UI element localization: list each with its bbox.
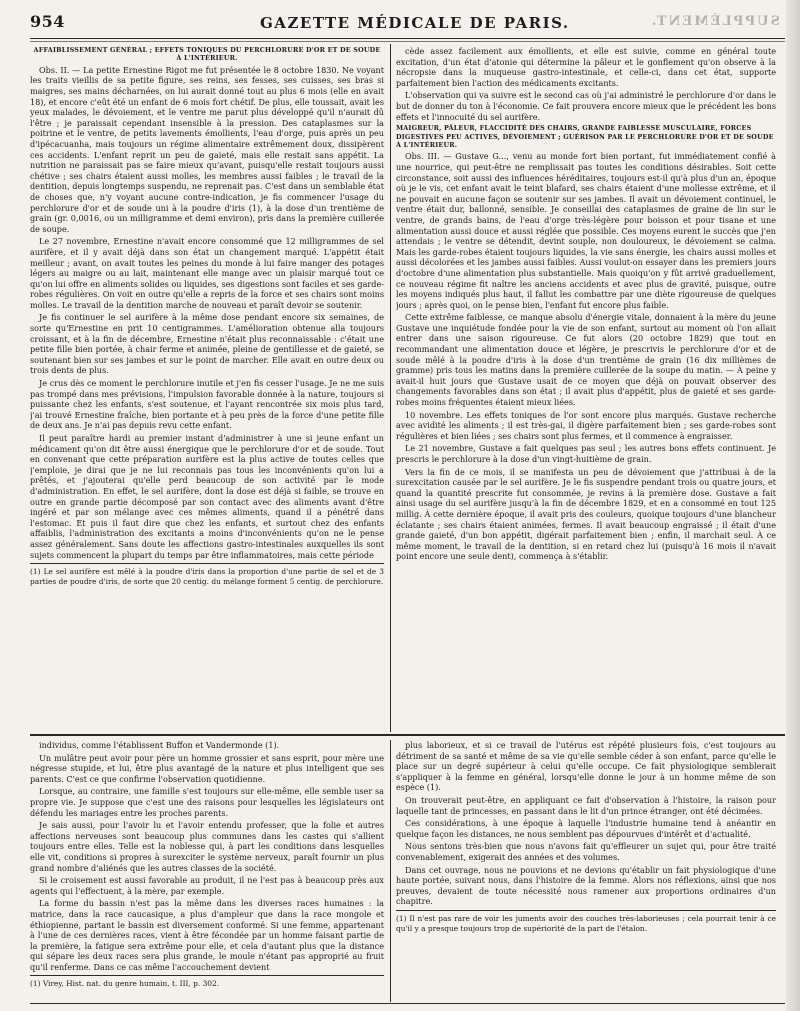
paragraph: Obs. II. — La petite Ernestine Rigot me fut présentée le 8 octobre 1830. Ne voyant les traits vieillis de sa petite figure, ses reins, ses fesses, ses cuisses, ses bras si maigres, ses mains décharnées, on lui aurait donné tout au plus 6 mois (elle en avait 18), et encore c'eût été un enfant de 6 mois fort chétif. De plus, elle toussait, avait les yeux malades, le dévoiement, et le ventre me parut plus développé qu'il n'aurait dû l'être ; je paraissait cependant insensible à la pression. Des cataplasmes sur la poitrine et le ventre, de petits lavements émollients, l'eau d'orge, puis après un peu d'ipécacuanha, mais toujours un régime alimentaire extrêmement doux, dissipèrent ces accidents. L'enfant reprit un peu de gaieté, mais elle restait sans appétit. La nutrition ne paraissait pas se faire mieux qu'avant, puisqu'elle restait toujours aussi chétive ; ses chairs étaient aussi molles, les membres aussi faibles ; le travail de la dentition, depuis longtemps suspendu, ne reprenait pas. C'est dans un semblable état de choses que, n'y voyant aucune contre-indication, je fis commencer l'usage du perchlorure d'or et de soude uni à la poudre d'iris (1), à la dose d'un trentième de grain (gr. 0,0016, ou un milligramme et demi environ), pris dans la première cuillerée de soupe.	[30, 64, 384, 234]
section-divider	[30, 734, 785, 736]
paragraph: cède assez facilement aux émollients, et elle est suivie, comme en général toute excitation, d'un état d'atonie qui détermine la pâleur et le gonflement qu'on observe à la nécropsie dans la muqueuse gastro-intestinale, et celle-ci, dans cet état, supporte parfaitement bien l'action des médicaments excitants.	[396, 46, 776, 88]
paragraph: Le 21 novembre, Gustave a fait quelques pas seul ; les autres bons effets continuent. Je prescris le perchlorure à la dose d'un vingt-huitième de grain.	[396, 443, 776, 464]
page-header	[30, 8, 790, 36]
column-top-right	[396, 46, 776, 730]
column-divider-bottom	[390, 740, 391, 1002]
paragraph: Nous sentons très-bien que nous n'avons fait qu'effleurer un sujet qui, pour être traité convenablement, exigerait des années et des volumes.	[396, 841, 776, 862]
footnote-rule	[30, 563, 384, 564]
paragraph: 10 novembre. Les effets toniques de l'or sont encore plus marqués. Gustave recherche avec avidité les aliments ; il est très-gai, il digère parfaitement bien ; ses garde-robes sont régulières et bien liées ; ses chairs sont plus fermes, et il commence à engraisser.	[396, 409, 776, 441]
paragraph: Je sais aussi, pour l'avoir lu et l'avoir entendu professer, que la folie et autres affections nerveuses sont beaucoup plus communes dans les castes qui s'allient toujours entre elles. Telle est la noblesse qui, à part les conditions dans lesquelles elle vit, conditions si propres à surexciter le système nerveux, paraît fournir un plus grand nombre d'aliénés que les autres classes de la société.	[30, 820, 384, 873]
footer-rule	[30, 1003, 785, 1004]
footnote	[30, 979, 384, 989]
paragraph: Je crus dès ce moment le perchlorure inutile et j'en fis cesser l'usage. Je ne me suis pas trompé dans mes prévisions, l'impulsion favorable donnée à la nature, toujours si puissante chez les enfants, s'est soutenue, et l'ayant rencontrée six mois plus tard, j'ai trouvé Ernestine fraîche, bien portante et à peu près de la force d'une petite fille de deux ans. Je n'ai pas depuis revu cette enfant.	[30, 378, 384, 431]
paragraph: Vers la fin de ce mois, il se manifesta un peu de dévoiement que j'attribuai à de la surexcitation causée par le sel aurifère. Je le fis suspendre pendant trois ou quatre jours, et quand la quantité prescrite fut consommée, je revins à la première dose. Gustave a fait ainsi usage du sel aurifère jusqu'à la fin de décembre 1829, et en a consommé en tout 125 millig. À cette dernière époque, il avait pris des couleurs, quoique toujours d'une blancheur éclatante ; ses chairs étaient animées, fermes. Il avait beaucoup engraissé ; il était d'une grande gaieté, d'un bon appétit, digérait parfaitement bien ; enfin, il marchait seul. À ce même moment, le travail de la dentition, si en retard chez lui (puisqu'à 16 mois il n'avait point encore une seule dent), commença à s'établir.	[396, 466, 776, 562]
column-divider-top	[390, 44, 391, 732]
paragraph: On trouverait peut-être, en appliquant ce fait d'observation à l'histoire, la raison pour laquelle tant de princesses, en passant dans le lit d'un prince étranger, ont été décimées.	[396, 794, 776, 816]
paragraph: Lorsque, au contraire, une famille s'est toujours sur elle-même, elle semble user sa propre vie. Je suppose que c'est une des raisons pour lesquelles les législateurs ont défendu les mariages entre les proches parents.	[30, 786, 384, 818]
journal-title: GAZETTE MÉDICALE DE PARIS.	[260, 14, 570, 32]
section-title: AFFAIBLISSEMENT GÉNÉRAL ; EFFETS TONIQUES DU PERCHLORURE D'OR ET DE SOUDE À L'INTÉRIEUR.	[33, 46, 381, 63]
paragraph: Un mulâtre peut avoir pour père un homme grossier et sans esprit, pour mère une négresse stupide, et lui, être plus avantagé de la nature et plus intelligent que ses parents. C'est ce que confirme l'observation quotidienne.	[30, 752, 384, 784]
footnote-rule	[30, 975, 384, 976]
footnote	[30, 567, 384, 586]
header-rule	[30, 38, 785, 39]
paragraph: Obs. III. — Gustave G..., venu au monde fort bien portant, fut immédiatement confié à une nourrice, qui peut-être ne remplissait pas toutes les conditions désirables. Soit cette circonstance, soit aussi des influences héréditaires, toujours est-il qu'à plus d'un an, époque où je le vis, cet enfant avait le teint blafard, ses chairs étaient d'une mollesse extrême, et il ne pouvait en aucune façon se soutenir sur ses jambes. Il avait un dévoiement continuel, le ventre était dur, ballonné, sensible. Je conseillai des cataplasmes de graine de lin sur le ventre, de grands bains, de l'eau d'orge très-légère pour boisson et pour tisane et une alimentation aussi douce et aussi réglée que possible. Ces moyens eurent le succès que j'en attendais ; le ventre se détendit, devint souple, non douloureux, le dévoiement se calma. Mais les garde-robes étaient toujours liquides, la vie sans énergie, les chairs aussi molles et aussi décolorées et les jambes aussi faibles. Aussi voulut-on essayer dans les premiers jours d'octobre d'une alimentation plus substantielle. Mais quoiqu'on y fût arrivé graduellement, ce nouveau régime fit naître les anciens accidents et avec plus de gravité, puisque, outre les moyens indiqués plus haut, il fallut les combattre par une diète rigoureuse de quelques jours ; après quoi, on le pense bien, l'enfant fut encore plus faible.	[396, 151, 776, 310]
column-top-left	[30, 46, 384, 730]
paragraph: La forme du bassin n'est pas la même dans les diverses races humaines : la matrice, dans la race caucasique, a plus d'ampleur que dans la race mongole et éthiopienne, partant le bassin est diversement conformé. Si une femme, appartenant à l'une de ces dernières races, vient à être fécondée par un homme faisant partie de la première, la fatigue sera extrême pour elle, et cela d'autant plus que la distance qui sépare les deux races sera plus grande, le moule n'étant pas approprié au fruit qu'il renferme. Dans ce cas même l'accouchement devient	[30, 898, 384, 972]
paragraph: Il peut paraître hardi au premier instant d'administrer à une si jeune enfant un médicament qu'on dit être aussi énergique que le perchlorure d'or et de soude. Tout en convenant que cette préparation aurifère est la plus active de toutes celles que j'emploie, je dirai que je ne lui reconnais pas tous les inconvénients qu'on lui a prêtés, et j'ajouterai qu'elle perd beaucoup de son activité par le mode d'administration. En effet, le sel aurifère, dont la dose est déjà si faible, se trouve en outre en grande partie décomposé par son contact avec des aliments avant d'être ingéré et par son mélange avec ces mêmes aliments, quand il a pénétré dans l'estomac. Et puis il faut dire que chez les enfants, et surtout chez des enfants affaiblis, l'administration des excitants a moins d'inconvénients qu'on ne le pense assez généralement. Sans doute les affections gastro-intestinales auxquelles ils sont sujets commencent la plupart du temps par être inflammatoires, mais cette période	[30, 433, 384, 560]
footnote	[396, 914, 776, 933]
paragraph: Le 27 novembre, Ernestine n'avait encore consommé que 12 milligrammes de sel aurifère, et il y avait déjà dans son état un changement marqué. L'appétit était meilleur ; avant, on avait toutes les peines du monde à lui faire manger des potages légers au maigre ou au lait, maintenant elle mange avec un plaisir marqué tout ce qu'on lui offre en aliments solides ou liquides, ses digestions sont faciles et ses garde-robes régulières. On voit en outre qu'elle a repris de la force et ses chairs sont moins molles. Le travail de la dentition marche de nouveau et paraît devoir se soutenir.	[30, 236, 384, 310]
page-number: 954	[30, 12, 65, 31]
paragraph: plus laborieux, et si ce travail de l'utérus est répété plusieurs fois, c'est toujours au détriment de sa santé et même de sa vie qu'elle semble céder à son enfant, parce qu'elle le place sur un degré supérieur à celui qu'elle occupe. Ce fait physiologique semblerait s'appliquer à la femme en général, lorsqu'elle donne le jour à un homme même de son espèce (1).	[396, 740, 776, 793]
column-bottom-left	[30, 740, 384, 1000]
footnote-text: (1) Virey, Hist. nat. du genre humain, t. III, p. 302.	[30, 979, 220, 989]
section-title: MAIGREUR, PÂLEUR, FLACCIDITÉ DES CHAIRS, GRANDE FAIBLESSE MUSCULAIRE, FORCES DIGESTIVES PEU ACTIVES, DÉVOIEMENT ; GUÉRISON PAR LE PERCHLORURE D'OR ET DE SOUDE À L'INTÉRIEUR.	[396, 124, 774, 149]
page-edge-shadow	[786, 0, 800, 1011]
paragraph: Dans cet ouvrage, nous ne pouvions et ne devions qu'établir un fait physiologique d'une haute portée, suivant nous, dans l'histoire de la femme. Alors nos réflexions, ainsi que nos preuves, devaient de toute nécessité nous ramener aux proportions ordinaires d'un chapitre.	[396, 864, 776, 907]
header-rule-thin	[30, 41, 785, 42]
footnote-text: (1) Le sel aurifère est mêlé à la poudre d'iris dans la proportion d'une partie de sel et de 3 parties de poudre d'iris, de sorte que 20 centig. du mélange forment 5 centig. de perchlorure.	[30, 567, 384, 586]
footnote-rule	[396, 910, 776, 911]
paragraph: Ces considérations, à une époque à laquelle l'industrie humaine tend à anéantir en quelque façon les distances, ne nous semblent pas dépourvues d'intérêt et d'actualité.	[396, 818, 776, 839]
paragraph: Je fis continuer le sel aurifère à la même dose pendant encore six semaines, de sorte qu'Ernestine en prit 10 centigrammes. L'amélioration obtenue alla toujours croissant, et à la fin de décembre, Ernestine n'était plus reconnaissable : c'était une petite fille bien portée, à chair ferme et animée, pleine de gentillesse et de gaieté, se soutenant bien sur ses jambes et sur le point de marcher. Elle avait en outre deux ou trois dents de plus.	[30, 312, 384, 376]
bleed-through-text: SUPPLÉMENT.	[649, 14, 780, 29]
paragraph: L'observation qui va suivre est le second cas où j'ai administré le perchlorure d'or dans le but de donner du ton à l'économie. Ce fait prouvera encore mieux que le précédent les bons effets et l'innocuité du sel aurifère.	[396, 90, 776, 122]
paragraph: individus, comme l'établissent Buffon et Vandermonde (1).	[39, 740, 280, 750]
column-bottom-right	[396, 740, 776, 1000]
paragraph: Cette extrême faiblesse, ce manque absolu d'énergie vitale, donnaient à la mère du jeune Gustave une inquiétude fondée pour la vie de son enfant, surtout au moment où l'on allait entrer dans une saison rigoureuse. Ce fut alors (20 octobre 1829) que tout en recommandant une alimentation douce et légère, je prescrivis le perchlorure d'or et de soude mêlé à la poudre d'iris à la dose d'un trentième de grain (16 dix millièmes de gramme) pris tous les matins dans la première cuillerée de la soupe du matin. — À peine y avait-il huit jours que Gustave usait de ce moyen que déjà on pouvait observer des changements favorables dans son état ; il avait plus d'appétit, plus de gaieté et ses garde-robes moins fréquentes étaient mieux liées.	[396, 312, 776, 408]
paragraph: Si le croisement est aussi favorable au produit, il ne l'est pas à beaucoup près aux agents qui l'effectuent, à la mère, par exemple.	[30, 875, 384, 896]
footnote-text: (1) Il n'est pas rare de voir les juments avoir des couches très-laborieuses ; cela pourrait tenir à ce qu'il y a presque toujours trop de supériorité de la part de l'étalon.	[396, 913, 776, 933]
